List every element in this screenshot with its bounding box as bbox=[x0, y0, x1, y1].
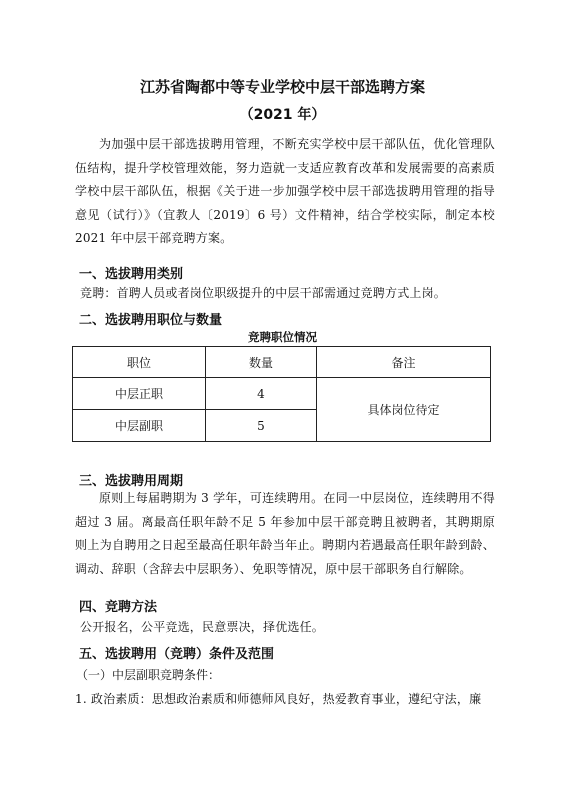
document-title: 江苏省陶都中等专业学校中层干部选聘方案 bbox=[139, 78, 425, 96]
section-5-heading: 五、选拔聘用（竞聘）条件及范围 bbox=[79, 647, 275, 662]
header-count: 数量 bbox=[206, 347, 317, 378]
cell-position: 中层副职 bbox=[73, 410, 206, 442]
intro-paragraph: 为加强中层干部选拔聘用管理，不断充实学校中层干部队伍，优化管理队伍结构，提升学校管理效能，努力造就一支适应教育改革和发展需要的高素质学校中层干部队伍，根据《关于进一步加强学校中层干部选拔聘用管理的指导意见（试行）》（宜教人〔2019〕6 号）文件精神，结合学校实际，制定本校 2021 年中层干部竞聘方案。 bbox=[75, 137, 495, 245]
section-2-heading: 二、选拔聘用职位与数量 bbox=[79, 313, 223, 328]
section-4-heading: 四、竞聘方法 bbox=[79, 600, 158, 615]
section-3-text: 原则上每届聘期为 3 学年，可连续聘用。在同一中层岗位，连续聘用不得超过 3 届。离最高任职年龄不足 5 年参加中层干部竞聘且被聘者，其聘期原则上为自聘用之日起至最高任职年龄当年止。聘期内若遇最高任职年龄到龄、调动、辞职（含辞去中层职务）、免职等情况，原中层干部职务自行解除。 bbox=[75, 491, 495, 576]
document-subtitle: （2021 年） bbox=[239, 107, 326, 123]
section-1-heading: 一、选拔聘用类别 bbox=[79, 267, 184, 282]
positions-table bbox=[72, 346, 491, 442]
cell-count: 5 bbox=[206, 410, 317, 442]
header-position: 职位 bbox=[73, 347, 206, 378]
section-4-text: 公开报名，公平竞选，民意票决，择优选任。 bbox=[80, 620, 325, 634]
section-5-item-1: 1. 政治素质：思想政治素质和师德师风良好，热爱教育事业，遵纪守法，廉 bbox=[75, 692, 482, 706]
cell-remarks: 具体岗位待定 bbox=[317, 378, 491, 442]
cell-count: 4 bbox=[206, 378, 317, 410]
section-5-subheading: （一）中层副职竞聘条件： bbox=[76, 668, 221, 682]
header-remarks: 备注 bbox=[317, 347, 491, 378]
table-caption: 竞聘职位情况 bbox=[248, 330, 317, 344]
table-row bbox=[73, 378, 491, 410]
table-header-row bbox=[73, 347, 491, 378]
cell-position: 中层正职 bbox=[73, 378, 206, 410]
section-3-heading: 三、选拔聘用周期 bbox=[79, 474, 184, 489]
section-1-text: 竞聘：首聘人员或者岗位职级提升的中层干部需通过竞聘方式上岗。 bbox=[80, 286, 447, 300]
